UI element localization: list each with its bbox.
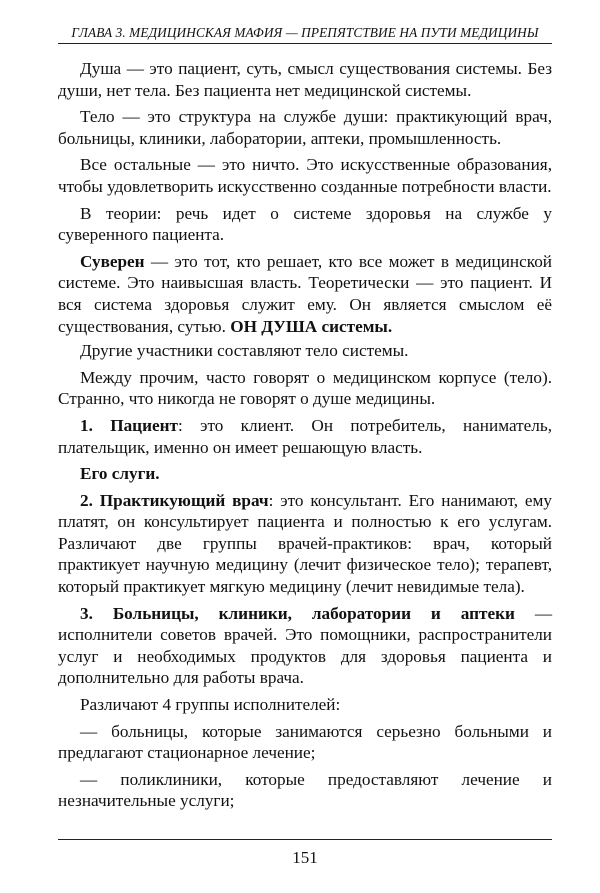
paragraph-corps: Между прочим, часто говорят о медицинском корпусе (тело). Странно, что никогда не говорят о душе медицины.: [58, 367, 552, 409]
term-sovereign: Суверен: [80, 251, 145, 271]
list-item-hospitals: — больницы, которые занимаются серьезно больными и предлагают стационарное лечение;: [58, 721, 552, 763]
soul-emphasis: ОН ДУША системы.: [230, 316, 393, 336]
term-patient: 1. Пациент: [80, 415, 178, 435]
paragraph-doctor: [58, 490, 552, 598]
paragraph-body: Тело — это структура на службе души: практикующий врач, больницы, клиники, лаборатории, аптеки, промышленность.: [58, 107, 552, 148]
list-item-polyclinics: — поликлиники, которые предоставляют лечение и незначительные услуги;: [58, 769, 552, 811]
paragraph-others: Все остальные — это ничто. Это искусственные образования, чтобы удовлетворить искусственно созданные потребности власти.: [58, 155, 552, 196]
paragraph-servants: [58, 463, 552, 485]
paragraph-groups: Различают 4 группы исполнителей:: [80, 695, 341, 715]
paragraph-sovereign: [58, 251, 552, 337]
body-text: [58, 58, 552, 812]
term-hospitals: 3. Больницы, клиники, лаборатории и аптеки: [80, 603, 515, 623]
running-head: ГЛАВА 3. МЕДИЦИНСКАЯ МАФИЯ — ПРЕПЯТСТВИЕ НА ПУТИ МЕДИЦИНЫ: [58, 22, 552, 44]
paragraph-theory: В теории: речь идет о системе здоровья на службе у суверенного пациента.: [58, 203, 552, 245]
patient-text: : это клиент. Он потребитель, наниматель, плательщик, именно он имеет решающую власть.: [58, 415, 552, 457]
sovereign-text: — это тот, кто решает, кто все может в медицинской системе. Это наивысшая власть. Теоретически — это пациент. И вся система здоровья служит ему. Он является смыслом её существования, сутью.: [58, 251, 552, 336]
footer-rule: [58, 839, 552, 840]
paragraph-patient: [58, 415, 552, 458]
hospitals-text: — исполнители советов врачей. Это помощники, распространители услуг и необходимых продуктов для здоровья пациента и дополнительно для работы врача.: [58, 603, 553, 688]
paragraph-participants: Другие участники составляют тело системы.: [80, 341, 409, 361]
page-number: 151: [292, 848, 318, 867]
term-doctor: 2. Практикующий врач: [80, 490, 269, 510]
paragraph-soul: Душа — это пациент, суть, смысл существования системы. Без души, нет тела. Без пациента нет медицинской системы.: [58, 59, 552, 100]
paragraph-hospitals: [58, 603, 552, 689]
doctor-text: : это консультант. Его нанимают, ему платят, он консультирует пациента и полностью к его услугам. Различают две группы врачей-практиков: врач, который практикует научную медицину (лечит физическое тело); терапевт, который практикует мягкую медицину (лечит невидимые тела).: [58, 490, 552, 597]
term-servants: Его слуги.: [80, 464, 160, 484]
book-page: [58, 22, 552, 882]
